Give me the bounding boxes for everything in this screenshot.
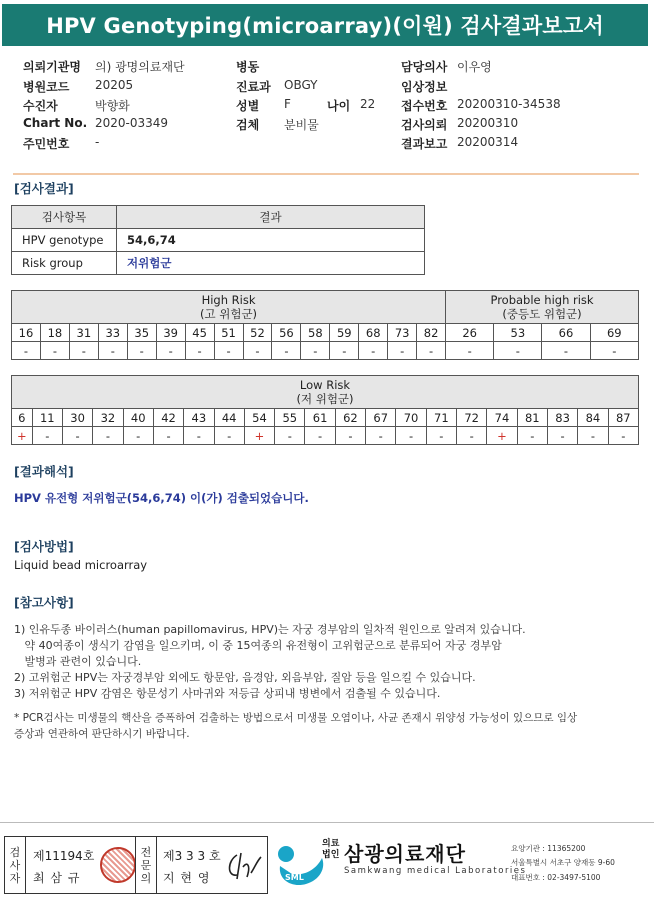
hpv-result-cell: -	[32, 427, 62, 445]
hpv-result-cell: -	[184, 427, 214, 445]
section-result: [검사결과]	[14, 181, 74, 196]
high-risk-table	[11, 290, 639, 360]
patient-col1-value: -	[95, 135, 100, 149]
hpv-type-cell: 81	[517, 409, 547, 427]
hpv-result-cell: -	[301, 342, 330, 360]
hpv-result-cell: -	[93, 427, 123, 445]
hpv-type-cell: 58	[301, 324, 330, 342]
hpv-type-cell: 45	[185, 324, 214, 342]
hpv-type-cell: 71	[426, 409, 456, 427]
header-separator	[13, 173, 639, 175]
hpv-result-cell: -	[590, 342, 638, 360]
sml-logo-icon	[272, 840, 328, 888]
result-header-item: 검사항목	[12, 206, 117, 229]
hpv-type-cell: 32	[93, 409, 123, 427]
org-address: 서울특별시 서초구 양재동 9-60	[511, 858, 615, 867]
hpv-type-cell: 84	[578, 409, 608, 427]
patient-col3-value: 20200310	[457, 116, 519, 130]
doctor-label-char: 문	[140, 858, 152, 872]
hpv-result-cell: -	[214, 427, 244, 445]
hpv-type-cell: 59	[330, 324, 359, 342]
hpv-type-cell: 44	[214, 409, 244, 427]
hpv-result-cell: -	[40, 342, 69, 360]
inspector-label-char: 사	[9, 858, 21, 872]
probable-risk-header: Probable high risk (중등도 위험군)	[446, 291, 639, 324]
hpv-result-cell: -	[426, 427, 456, 445]
hpv-type-cell: 6	[12, 409, 33, 427]
hpv-type-cell: 55	[275, 409, 305, 427]
hpv-result-cell: -	[446, 342, 494, 360]
section-method: [검사방법]	[14, 539, 74, 554]
patient-col1-value: 의) 광명의료재단	[95, 60, 185, 74]
hpv-type-cell: 62	[335, 409, 365, 427]
hpv-result-cell: -	[608, 427, 638, 445]
hpv-result-cell: -	[396, 427, 426, 445]
hpv-type-cell: 35	[127, 324, 156, 342]
patient-col1-label: 의뢰기관명	[23, 60, 81, 74]
patient-col3-field-1	[401, 78, 447, 95]
result-value-genotype: 54,6,74	[117, 229, 425, 252]
section-reference: [참고사항]	[14, 595, 74, 610]
patient-col3-field-0	[401, 58, 492, 75]
patient-col1-value: 박향화	[95, 99, 130, 113]
hpv-type-cell: 61	[305, 409, 335, 427]
hpv-result-cell: -	[305, 427, 335, 445]
doctor-label	[135, 837, 157, 893]
reference-line: 약 40여종이 생식기 감염을 일으키며, 이 중 15여종의 유전형이 고위험군으로 분류되어 자궁 경부암	[14, 639, 502, 652]
result-item-genotype: HPV genotype	[12, 229, 117, 252]
patient-col3-label: 담당의사	[401, 60, 448, 74]
hpv-type-cell: 53	[494, 324, 542, 342]
hpv-result-cell: -	[272, 342, 301, 360]
hpv-result-cell: -	[153, 427, 183, 445]
section-interpretation: [결과해석]	[14, 464, 74, 479]
doctor-label-char: 전	[140, 845, 152, 859]
reference-line: 3) 저위험군 HPV 감염은 항문성기 사마귀와 저등급 상피내 병변에서 검출될 수 있습니다.	[14, 687, 441, 700]
hpv-result-cell: -	[185, 342, 214, 360]
hpv-result-cell: -	[388, 342, 417, 360]
org-legal-line: 의료	[322, 839, 340, 849]
hpv-result-cell: +	[244, 427, 274, 445]
hpv-result-cell: -	[547, 427, 577, 445]
patient-col1-label: 주민번호	[23, 137, 70, 151]
patient-col3-field-4	[401, 135, 519, 152]
signature-box	[4, 836, 268, 894]
hpv-type-cell: 43	[184, 409, 214, 427]
result-table	[11, 205, 425, 275]
patient-col3-label: 검사의뢰	[401, 118, 448, 132]
inspector-label	[5, 837, 26, 893]
hpv-result-cell: -	[457, 427, 487, 445]
low-risk-table	[11, 375, 639, 445]
hpv-type-cell: 16	[12, 324, 41, 342]
low-risk-header: Low Risk (저 위험군)	[12, 376, 639, 409]
hpv-result-cell: -	[330, 342, 359, 360]
hpv-type-cell: 18	[40, 324, 69, 342]
sex-field: 성별 F	[236, 97, 291, 113]
patient-col3-value: 20200310-34538	[457, 97, 561, 111]
patient-col3-label: 결과보고	[401, 137, 448, 151]
hpv-type-cell: 72	[457, 409, 487, 427]
hpv-result-cell: -	[62, 427, 92, 445]
dept-field: 진료과 OBGY	[236, 78, 318, 94]
patient-col1-value: 2020-03349	[95, 116, 169, 130]
patient-col1-field-2	[23, 97, 130, 114]
footer-separator	[0, 822, 654, 823]
inspector-name: 최 삼 규	[33, 871, 81, 885]
inspector-label-char: 검	[9, 845, 21, 859]
ward-field: 병동	[236, 60, 260, 74]
patient-col1-label: 수진자	[23, 99, 58, 113]
patient-col1-field-1	[23, 78, 134, 95]
doctor-label-char: 의	[140, 871, 152, 885]
pcr-note	[14, 710, 577, 742]
org-legal-type	[322, 839, 339, 861]
high-risk-header: High Risk (고 위험군)	[12, 291, 446, 324]
hpv-result-cell: -	[98, 342, 127, 360]
patient-col1-field-3	[23, 116, 169, 130]
org-legal-line: 법인	[322, 850, 340, 860]
org-code: 요양기관 : 11365200	[511, 844, 586, 853]
interpretation-text: HPV 유전형 저위험군(54,6,74) 이(가) 검출되었습니다.	[14, 491, 309, 505]
hpv-result-cell: -	[156, 342, 185, 360]
hpv-type-cell: 68	[359, 324, 388, 342]
result-value-risk: 저위험군	[117, 252, 425, 275]
method-text: Liquid bead microarray	[14, 558, 148, 572]
hpv-type-cell: 83	[547, 409, 577, 427]
hpv-result-cell: -	[123, 427, 153, 445]
hpv-result-cell: -	[578, 427, 608, 445]
reference-notes	[14, 622, 526, 702]
hpv-type-cell: 33	[98, 324, 127, 342]
hpv-result-cell: -	[494, 342, 542, 360]
doctor-license: 제3 3 3 호	[163, 849, 221, 863]
hpv-result-cell: -	[417, 342, 446, 360]
report-title: HPV Genotyping(microarray)(이원) 검사결과보고서	[2, 4, 648, 46]
hpv-result-cell: -	[542, 342, 590, 360]
hpv-result-cell: -	[127, 342, 156, 360]
hpv-type-cell: 11	[32, 409, 62, 427]
hpv-result-cell: -	[12, 342, 41, 360]
hpv-type-cell: 73	[388, 324, 417, 342]
seal-stamp-icon	[100, 847, 136, 883]
reference-line: 2) 고위험군 HPV는 자궁경부암 외에도 항문암, 음경암, 외음부암, 질암 등을 일으킬 수 있습니다.	[14, 671, 476, 684]
org-name: 삼광의료재단	[344, 842, 466, 866]
hpv-result-cell: +	[487, 427, 517, 445]
age-field: 나이 22	[327, 97, 376, 113]
hpv-type-cell: 87	[608, 409, 638, 427]
hpv-type-cell: 51	[214, 324, 243, 342]
doctor-name: 지 현 영	[163, 871, 211, 885]
hpv-result-cell: -	[517, 427, 547, 445]
patient-col1-label: Chart No.	[23, 116, 88, 130]
reference-line: 1) 인유두종 바이러스(human papillomavirus, HPV)는 자궁 경부암의 일차적 원인으로 알려져 있습니다.	[14, 623, 526, 636]
hpv-type-cell: 67	[366, 409, 396, 427]
hpv-type-cell: 54	[244, 409, 274, 427]
hpv-type-cell: 30	[62, 409, 92, 427]
specimen-field: 검체 분비물	[236, 118, 319, 132]
result-item-risk: Risk group	[12, 252, 117, 275]
hpv-result-cell: -	[366, 427, 396, 445]
hpv-result-cell: -	[69, 342, 98, 360]
svg-text:SML: SML	[285, 873, 304, 882]
patient-col3-value: 이우영	[457, 60, 492, 74]
hpv-type-cell: 70	[396, 409, 426, 427]
pcr-note-line: 증상과 연관하여 판단하시기 바랍니다.	[14, 728, 190, 740]
hpv-result-cell: -	[359, 342, 388, 360]
hpv-type-cell: 69	[590, 324, 638, 342]
hpv-type-cell: 31	[69, 324, 98, 342]
patient-col1-label: 병원코드	[23, 80, 70, 94]
patient-col3-label: 접수번호	[401, 99, 448, 113]
patient-col3-label: 임상정보	[401, 80, 448, 94]
hpv-result-cell: +	[12, 427, 33, 445]
patient-col3-field-3	[401, 116, 519, 133]
reference-line: 발병과 관련이 있습니다.	[14, 655, 142, 668]
hpv-type-cell: 66	[542, 324, 590, 342]
hpv-result-cell: -	[335, 427, 365, 445]
inspector-label-char: 자	[9, 871, 21, 885]
inspector-license: 제11194호	[33, 849, 95, 863]
result-header-result: 결과	[117, 206, 425, 229]
hpv-type-cell: 52	[243, 324, 272, 342]
patient-col3-field-2	[401, 97, 561, 114]
hpv-result-cell: -	[275, 427, 305, 445]
hpv-type-cell: 26	[446, 324, 494, 342]
org-phone: 대표번호 : 02-3497-5100	[511, 873, 601, 882]
patient-col1-field-4	[23, 135, 100, 152]
hpv-result-cell: -	[214, 342, 243, 360]
patient-col3-value: 20200314	[457, 135, 519, 149]
hpv-type-cell: 82	[417, 324, 446, 342]
hpv-type-cell: 39	[156, 324, 185, 342]
org-english-name: Samkwang medical Laboratories	[344, 866, 527, 876]
hpv-type-cell: 42	[153, 409, 183, 427]
pcr-note-line: * PCR검사는 미생물의 핵산을 증폭하여 검출하는 방법으로서 미생물 오염이나, 사균 존재시 위양성 가능성이 있으므로 임상	[14, 712, 578, 724]
hpv-type-cell: 74	[487, 409, 517, 427]
patient-col1-field-0	[23, 58, 185, 75]
hpv-type-cell: 56	[272, 324, 301, 342]
patient-col1-value: 20205	[95, 78, 134, 92]
doctor-signature-icon	[223, 847, 263, 885]
hpv-type-cell: 40	[123, 409, 153, 427]
hpv-result-cell: -	[243, 342, 272, 360]
